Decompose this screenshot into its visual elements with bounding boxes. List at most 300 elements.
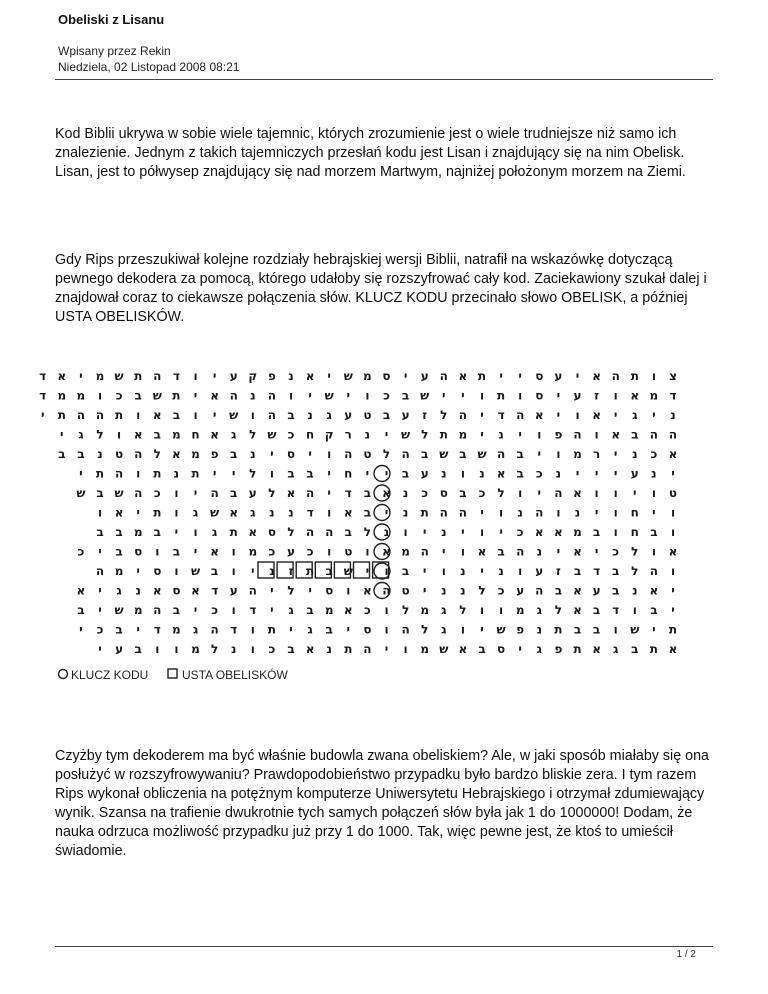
page-number: 1 / 2: [676, 949, 696, 960]
grid-letter: פ: [210, 447, 219, 461]
date-line: Niedziela, 02 Listopad 2008 08:21: [58, 60, 240, 74]
grid-letter: ל: [554, 603, 563, 617]
grid-letter: ת: [153, 466, 162, 481]
grid-letter: ר: [592, 447, 601, 461]
legend-square-icon: [168, 669, 177, 678]
legend-square-label: USTA OBELISKÓW: [182, 668, 288, 682]
grid-letter: ו: [651, 369, 656, 383]
grid-letter: י: [212, 466, 217, 481]
grid-letter: ב: [650, 525, 658, 539]
bible-code-grid: [39, 368, 695, 688]
grid-letter: ה: [458, 505, 468, 520]
grid-letter: נ: [632, 583, 638, 598]
legend-circle-icon: [59, 670, 68, 679]
grid-letter: ע: [535, 564, 544, 578]
footer-divider: [55, 946, 713, 947]
grid-letter: ו: [155, 642, 160, 656]
grid-letter: ה: [305, 525, 315, 539]
grid-letter: נ: [364, 427, 371, 442]
grid-letter: ה: [668, 427, 678, 442]
grid-letter: ה: [649, 564, 659, 578]
grid-letter: ש: [401, 427, 411, 442]
grid-letter: ג: [536, 603, 542, 617]
grid-letter: ח: [191, 427, 200, 442]
grid-letter: ו: [231, 564, 236, 578]
grid-letter: י: [575, 466, 580, 481]
grid-letter: ב: [573, 622, 582, 637]
grid-letter: ב: [592, 525, 601, 539]
grid-letter: ב: [115, 544, 123, 559]
grid-letter: ו: [460, 544, 465, 559]
grid-letter: ד: [344, 486, 352, 500]
grid-letter: י: [671, 466, 675, 481]
grid-letter: מ: [95, 369, 105, 383]
grid-letter: כ: [478, 486, 486, 500]
grid-letter: ש: [229, 408, 239, 422]
grid-letter: מ: [133, 525, 143, 539]
grid-letter: ד: [39, 369, 47, 383]
grid-letter: ת: [554, 622, 563, 637]
grid-letter: נ: [479, 466, 485, 481]
grid-letter: מ: [191, 447, 200, 461]
grid-letter: כ: [421, 486, 429, 500]
grid-letter: י: [289, 622, 293, 637]
grid-letter: ו: [117, 427, 122, 442]
grid-letter: ד: [593, 564, 601, 578]
grid-letter: א: [57, 369, 67, 383]
grid-letter: ה: [229, 388, 238, 403]
grid-letter: ס: [134, 544, 143, 559]
grid-letter: א: [668, 447, 678, 461]
grid-letter: כ: [306, 544, 314, 559]
grid-letter: א: [477, 544, 487, 559]
grid-letter: א: [668, 642, 678, 656]
grid-letter: י: [270, 603, 274, 617]
grid-letter: מ: [573, 447, 582, 461]
grid-letter: ס: [286, 447, 296, 461]
grid-letter: נ: [383, 525, 390, 539]
grid-letter: א: [573, 603, 582, 617]
grid-letter: ב: [230, 447, 238, 461]
grid-letter: ה: [363, 642, 372, 656]
grid-letter: ו: [250, 622, 255, 637]
grid-letter: י: [480, 427, 484, 442]
grid-letter: י: [633, 486, 637, 500]
grid-letter: ג: [613, 642, 619, 656]
grid-letter: א: [305, 642, 315, 656]
grid-letter: כ: [268, 642, 276, 656]
grid-letter: ס: [535, 369, 544, 383]
grid-letter: ש: [496, 622, 506, 637]
grid-letter: נ: [402, 486, 409, 500]
grid-letter: ת: [95, 466, 105, 481]
grid-letter: ו: [632, 603, 637, 617]
grid-letter: מ: [324, 603, 334, 617]
grid-letter: ג: [250, 505, 256, 520]
grid-letter: י: [327, 369, 331, 383]
grid-letter: ה: [76, 408, 86, 422]
grid-letter: ב: [306, 466, 314, 481]
grid-letter: ו: [670, 564, 676, 578]
grid-letter: ב: [401, 388, 410, 403]
grid-letter: ב: [516, 466, 524, 481]
grid-letter: ו: [518, 388, 523, 403]
grid-letter: ד: [669, 388, 677, 403]
grid-letter: י: [212, 408, 217, 422]
grid-letter: ו: [613, 525, 618, 539]
grid-letter: ד: [172, 369, 180, 383]
grid-letter: כ: [364, 603, 371, 617]
grid-letter: ל: [497, 486, 505, 500]
grid-letter: ה: [267, 408, 277, 422]
grid-letter: ת: [305, 564, 315, 578]
grid-letter: ח: [630, 505, 639, 520]
grid-letter: י: [613, 408, 618, 422]
grid-letter: ח: [305, 427, 315, 442]
grid-letter: ע: [420, 369, 429, 383]
grid-letter: י: [461, 525, 465, 539]
grid-letter: ב: [459, 447, 467, 461]
legend-circle-label: KLUCZ KODU: [71, 668, 149, 682]
grid-letter: ז: [555, 564, 561, 578]
grid-letter: א: [114, 505, 124, 520]
grid-letter: ל: [96, 427, 104, 442]
grid-letter: א: [573, 486, 582, 500]
grid-letter: ש: [267, 427, 277, 442]
grid-letter: ב: [363, 505, 372, 520]
grid-letter: ש: [210, 505, 220, 520]
grid-letter: נ: [555, 466, 562, 481]
grid-letter: ו: [250, 408, 255, 422]
grid-letter: ג: [192, 622, 199, 637]
grid-letter: ב: [96, 525, 104, 539]
grid-letter: ו: [231, 544, 236, 559]
grid-letter: נ: [670, 408, 676, 422]
grid-letter: ו: [651, 544, 656, 559]
grid-letter: ב: [77, 447, 85, 461]
grid-letter: ט: [668, 486, 678, 500]
grid-letter: ע: [554, 369, 563, 383]
grid-letter: ש: [343, 369, 353, 383]
grid-letter: ב: [612, 583, 620, 598]
grid-letter: ד: [249, 603, 257, 617]
grid-letter: ב: [287, 642, 295, 656]
grid-letter: ב: [172, 408, 181, 422]
grid-letter: ד: [153, 622, 161, 637]
grid-letter: י: [556, 388, 561, 403]
grid-letter: ס: [267, 525, 276, 539]
grid-letter: ע: [630, 466, 639, 481]
grid-letter: נ: [135, 583, 141, 598]
grid-letter: ב: [363, 486, 372, 500]
grid-letter: י: [652, 408, 656, 422]
grid-letter: א: [152, 408, 162, 422]
grid-letter: ו: [613, 486, 618, 500]
grid-letter: א: [229, 505, 239, 520]
grid-letter: ג: [326, 408, 332, 422]
grid-letter: י: [537, 486, 542, 500]
grid-letter: ת: [114, 408, 124, 422]
grid-letter: ו: [327, 544, 332, 559]
grid-letter: ש: [76, 486, 86, 500]
grid-letter: י: [499, 369, 503, 383]
grid-letter: ו: [365, 388, 370, 403]
grid-letter: ה: [611, 369, 620, 383]
grid-letter: ד: [39, 388, 47, 403]
grid-letter: ב: [401, 564, 410, 578]
grid-letter: ל: [401, 603, 410, 617]
grid-letter: ע: [287, 544, 295, 559]
grid-letter: ש: [114, 369, 124, 383]
grid-letter: י: [518, 427, 522, 442]
grid-letter: ט: [363, 447, 372, 461]
grid-letter: נ: [250, 388, 256, 403]
grid-letter: ה: [134, 486, 143, 500]
grid-letter: ס: [497, 642, 506, 656]
grid-letter: ו: [499, 505, 504, 520]
grid-letter: ת: [229, 525, 238, 539]
grid-letter: ש: [152, 388, 162, 403]
grid-letter: י: [480, 505, 484, 520]
grid-letter: כ: [77, 544, 85, 559]
grid-letter: ב: [478, 642, 486, 656]
grid-letter: ח: [344, 466, 353, 481]
grid-letter: ל: [478, 583, 486, 598]
grid-letter: י: [613, 466, 618, 481]
author-line: Wpisany przez Rekin: [58, 44, 171, 58]
grid-letter: מ: [191, 642, 200, 656]
grid-letter: א: [343, 603, 353, 617]
grid-letter: י: [422, 525, 427, 539]
grid-letter: י: [594, 466, 599, 481]
grid-letter: ה: [535, 583, 544, 598]
grid-letter: ג: [192, 505, 199, 520]
grid-letter: ת: [57, 408, 66, 422]
grid-letter: ו: [97, 388, 103, 403]
grid-letter: י: [251, 564, 255, 578]
paragraph-intro: Kod Biblii ukrywa w sobie wiele tajemnic, których zrozumienie jest o wiele trudniejsze niż samo ich znalezienie. Jednym z takich tajemniczych przesłań kodu jest Lisan i znajdujący się na nim Obelisk. Lisan, jest to półwysep znajdujący się nad morzem Martwym, najniżej położonym morzem na Ziemi.: [55, 126, 686, 180]
grid-letter: ת: [668, 622, 678, 637]
grid-letter: ר: [344, 427, 352, 442]
grid-letter: כ: [535, 466, 543, 481]
grid-letter: י: [384, 466, 389, 481]
grid-letter: מ: [420, 642, 430, 656]
grid-letter: ה: [153, 369, 162, 383]
grid-letter: י: [174, 525, 179, 539]
grid-letter: ב: [401, 466, 410, 481]
grid-letter: נ: [288, 369, 294, 383]
grid-letter: י: [442, 388, 446, 403]
grid-letter: י: [79, 466, 83, 481]
grid-letter: ב: [96, 486, 104, 500]
grid-letter: ג: [536, 642, 542, 656]
grid-letter: ו: [537, 427, 542, 442]
grid-letter: י: [499, 525, 503, 539]
grid-letter: מ: [248, 544, 258, 559]
grid-letter: א: [248, 525, 258, 539]
grid-letter: כ: [650, 447, 658, 461]
grid-letter: ו: [136, 466, 141, 481]
grid-letter: י: [594, 505, 599, 520]
grid-letter: י: [518, 642, 522, 656]
grid-letter: ל: [268, 486, 276, 500]
grid-letter: נ: [269, 564, 275, 578]
grid-letter: א: [382, 544, 391, 559]
grid-letter: נ: [307, 408, 313, 422]
grid-letter: מ: [573, 525, 582, 539]
grid-letter: ד: [306, 505, 314, 520]
grid-letter: ש: [420, 388, 430, 403]
grid-letter: ו: [193, 408, 198, 422]
grid-letter: ב: [516, 447, 524, 461]
grid-letter: ו: [155, 544, 160, 559]
grid-letter: ל: [631, 544, 639, 559]
grid-letter: י: [442, 544, 446, 559]
grid-letter: א: [592, 369, 601, 383]
grid-letter: י: [136, 564, 140, 578]
grid-letter: א: [496, 466, 506, 481]
grid-letter: ס: [363, 622, 372, 637]
grid-letter: י: [327, 466, 331, 481]
grid-letter: נ: [250, 447, 256, 461]
grid-letter: ו: [346, 583, 351, 598]
grid-letter: ל: [249, 427, 257, 442]
grid-letter: ו: [479, 603, 485, 617]
grid-letter: ו: [575, 408, 580, 422]
grid-letter: י: [422, 583, 427, 598]
grid-letter: ט: [401, 583, 410, 598]
grid-letter: ה: [210, 622, 219, 637]
grid-letter: א: [458, 369, 468, 383]
grid-letter: ה: [516, 408, 525, 422]
grid-letter: צ: [669, 369, 677, 383]
grid-letter: ל: [363, 525, 372, 539]
grid-letter: ו: [479, 525, 485, 539]
grid-letter: ה: [439, 369, 448, 383]
grid-letter: י: [461, 388, 465, 403]
grid-letter: כ: [153, 486, 161, 500]
header-divider: [55, 79, 713, 80]
grid-letter: ב: [325, 564, 333, 578]
grid-letter: ו: [556, 505, 561, 520]
grid-letter: ת: [496, 388, 506, 403]
grid-letter: ה: [535, 505, 544, 520]
grid-letter: ב: [631, 427, 639, 442]
grid-letter: מ: [133, 603, 143, 617]
grid-letter: ב: [134, 388, 142, 403]
grid-letter: ס: [382, 369, 391, 383]
grid-letter: ה: [114, 466, 124, 481]
grid-letter: א: [343, 505, 353, 520]
grid-letter: ו: [365, 544, 370, 559]
grid-letter: ב: [115, 622, 123, 637]
grid-letter: ע: [573, 388, 582, 403]
grid-letter: ה: [439, 505, 448, 520]
grid-letter: נ: [498, 564, 504, 578]
grid-letter: ב: [459, 486, 467, 500]
grid-letter: ו: [269, 466, 274, 481]
grid-letter: י: [212, 369, 217, 383]
grid-letter: ב: [344, 525, 352, 539]
grid-letter: י: [79, 369, 83, 383]
grid-letter: י: [403, 369, 408, 383]
grid-letter: פ: [267, 369, 276, 383]
grid-letter: כ: [612, 544, 620, 559]
grid-letter: א: [76, 583, 86, 598]
grid-letter: מ: [401, 544, 410, 559]
grid-letter: ג: [441, 622, 447, 637]
grid-letter: י: [308, 583, 312, 598]
grid-letter: ל: [421, 427, 429, 442]
grid-letter: ו: [460, 466, 465, 481]
grid-letter: ב: [592, 622, 601, 637]
grid-letter: ה: [210, 486, 219, 500]
grid-letter: נ: [536, 544, 543, 559]
grid-letter: ה: [516, 544, 525, 559]
grid-letter: ת: [172, 388, 181, 403]
grid-letter: ו: [613, 622, 618, 637]
grid-letter: כ: [211, 603, 218, 617]
grid-letter: ו: [193, 369, 198, 383]
grid-letter: י: [270, 583, 274, 598]
grid-letter: ו: [441, 564, 446, 578]
grid-letter: ל: [421, 622, 429, 637]
grid-letter: ט: [115, 447, 124, 461]
grid-letter: ש: [439, 447, 449, 461]
grid-letter: נ: [536, 622, 543, 637]
grid-letter: א: [152, 583, 162, 598]
grid-letter: ב: [382, 408, 391, 422]
grid-letter: נ: [460, 564, 466, 578]
grid-letter: ה: [573, 427, 582, 442]
grid-letter: ב: [631, 642, 639, 656]
grid-letter: י: [384, 427, 389, 442]
grid-letter: י: [384, 505, 389, 520]
grid-letter: ו: [460, 622, 465, 637]
grid-letter: נ: [269, 505, 275, 520]
grid-letter: מ: [649, 388, 659, 403]
grid-letter: י: [98, 603, 102, 617]
grid-letter: א: [363, 583, 372, 598]
grid-letter: א: [592, 408, 601, 422]
grid-letter: א: [210, 388, 219, 403]
grid-letter: כ: [268, 544, 276, 559]
grid-letter: א: [534, 408, 544, 422]
grid-letter: נ: [517, 505, 523, 520]
grid-letter: י: [594, 544, 599, 559]
grid-letter: ה: [420, 544, 429, 559]
grid-letter: ו: [231, 603, 236, 617]
grid-letter: ד: [211, 583, 219, 598]
grid-letter: ה: [325, 525, 334, 539]
grid-letter: ב: [287, 408, 295, 422]
grid-letter: ת: [344, 642, 353, 656]
grid-letter: י: [136, 505, 140, 520]
grid-letter: א: [210, 427, 219, 442]
grid-letter: ס: [325, 583, 334, 598]
grid-letter: ו: [556, 447, 561, 461]
grid-letter: ל: [440, 408, 448, 422]
grid-letter: ב: [421, 447, 429, 461]
grid-letter: י: [556, 408, 561, 422]
grid-letter: ו: [403, 642, 408, 656]
grid-letter: א: [305, 369, 315, 383]
grid-letter: ת: [439, 427, 448, 442]
grid-letter: א: [573, 544, 582, 559]
grid-letter: ע: [229, 369, 238, 383]
grid-letter: ו: [594, 486, 599, 500]
grid-letter: ל: [249, 466, 257, 481]
